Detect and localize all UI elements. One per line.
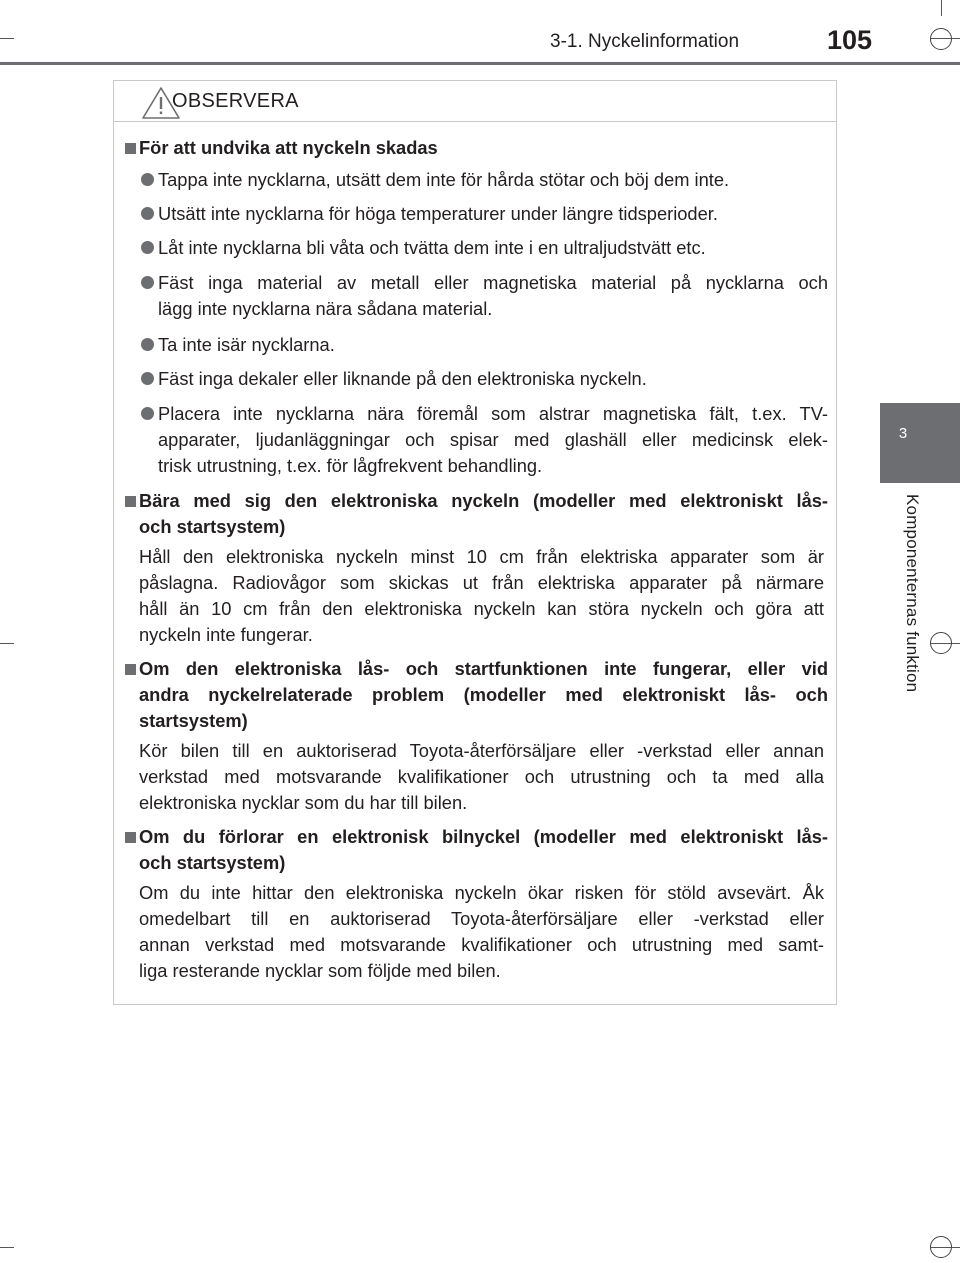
body-line: verkstad med motsvarande kvalifikationer och utrustning och ta med alla (139, 766, 824, 787)
section-heading-line: startsystem) (139, 710, 248, 731)
list-item: Tappa inte nycklarna, utsätt dem inte för hårda stötar och böj dem inte. (158, 169, 730, 190)
section-heading-line: andra nyckelrelaterade problem (modeller med elektroniskt lås- och (139, 684, 828, 705)
body-line: omedelbart till en auktoriserad Toyota-återförsäljare eller -verkstad eller (139, 908, 824, 929)
section-heading-line: och startsystem) (139, 852, 286, 873)
section-marker (125, 496, 136, 507)
crop-mark (941, 0, 942, 16)
list-item: Fäst inga dekaler eller liknande på den elektroniska nyckeln. (158, 368, 647, 389)
section-marker (125, 832, 136, 843)
bullet-dot (141, 173, 154, 186)
list-item-line: Fäst inga material av metall eller magnetiska material på nycklarna och (158, 272, 828, 293)
body-line: liga resterande nycklar som följde med bilen. (139, 960, 501, 981)
body-line: Kör bilen till en auktoriserad Toyota-återförsäljare eller -verkstad eller annan (139, 740, 824, 761)
list-item: Utsätt inte nycklarna för höga temperaturer under längre tidsperioder. (158, 203, 718, 224)
page-number: 105 (827, 25, 873, 55)
registration-mark (930, 1236, 952, 1258)
body-line: Håll den elektroniska nyckeln minst 10 cm från elektriska apparater som är (139, 546, 824, 567)
section-marker (125, 664, 136, 675)
crop-mark (0, 38, 14, 39)
crop-mark (0, 643, 14, 644)
side-tab-number: 3 (898, 425, 908, 442)
chapter-side-tab (880, 403, 960, 483)
body-line: Om du inte hittar den elektroniska nyckeln ökar risken för stöld avsevärt. Åk (139, 882, 824, 903)
section-heading-line: Bära med sig den elektroniska nyckeln (modeller med elektroniskt lås- (139, 490, 828, 511)
section-heading-line: Om du förlorar en elektronisk bilnyckel (modeller med elektroniskt lås- (139, 826, 828, 847)
list-item-line: trisk utrustning, t.ex. för lågfrekvent behandling. (158, 455, 543, 476)
header-rule (0, 62, 960, 65)
list-item: Låt inte nycklarna bli våta och tvätta dem inte i en ultraljudstvätt etc. (158, 237, 706, 258)
bullet-dot (141, 372, 154, 385)
section-heading: För att undvika att nyckeln skadas (139, 137, 438, 158)
bullet-dot (141, 207, 154, 220)
bullet-dot (141, 241, 154, 254)
bullet-dot (141, 407, 154, 420)
body-line: påslagna. Radiovågor som skickas ut från elektriska apparater på närmare (139, 572, 824, 593)
section-marker (125, 143, 136, 154)
section-heading-line: och startsystem) (139, 516, 286, 537)
caution-box (113, 80, 837, 1005)
list-item-line: apparater, ljudanläggningar och spisar med glashäll eller medicinsk elek- (158, 429, 828, 450)
section-heading-line: Om den elektroniska lås- och startfunktionen inte fungerar, eller vid (139, 658, 828, 679)
list-item-line: Placera inte nycklarna nära föremål som alstrar magnetiska fält, t.ex. TV- (158, 403, 828, 424)
crop-mark (0, 1247, 14, 1248)
bullet-dot (141, 338, 154, 351)
bullet-dot (141, 276, 154, 289)
body-line: elektroniska nycklar som du har till bilen. (139, 792, 468, 813)
list-item-line: lägg inte nycklarna nära sådana material. (158, 298, 493, 319)
registration-mark (930, 632, 952, 654)
side-chapter-label: Komponenternas funktion (903, 494, 922, 693)
caution-title: OBSERVERA (172, 90, 299, 112)
body-line: nyckeln inte fungerar. (139, 624, 313, 645)
body-line: håll än 10 cm från den elektroniska nyckeln kan störa nyckeln och göra att (139, 598, 824, 619)
caution-box-header (114, 81, 836, 122)
chapter-title: 3-1. Nyckelinformation (550, 31, 740, 52)
body-line: annan verkstad med motsvarande kvalifikationer och utrustning med samt- (139, 934, 824, 955)
registration-mark (930, 28, 952, 50)
list-item: Ta inte isär nycklarna. (158, 334, 335, 355)
